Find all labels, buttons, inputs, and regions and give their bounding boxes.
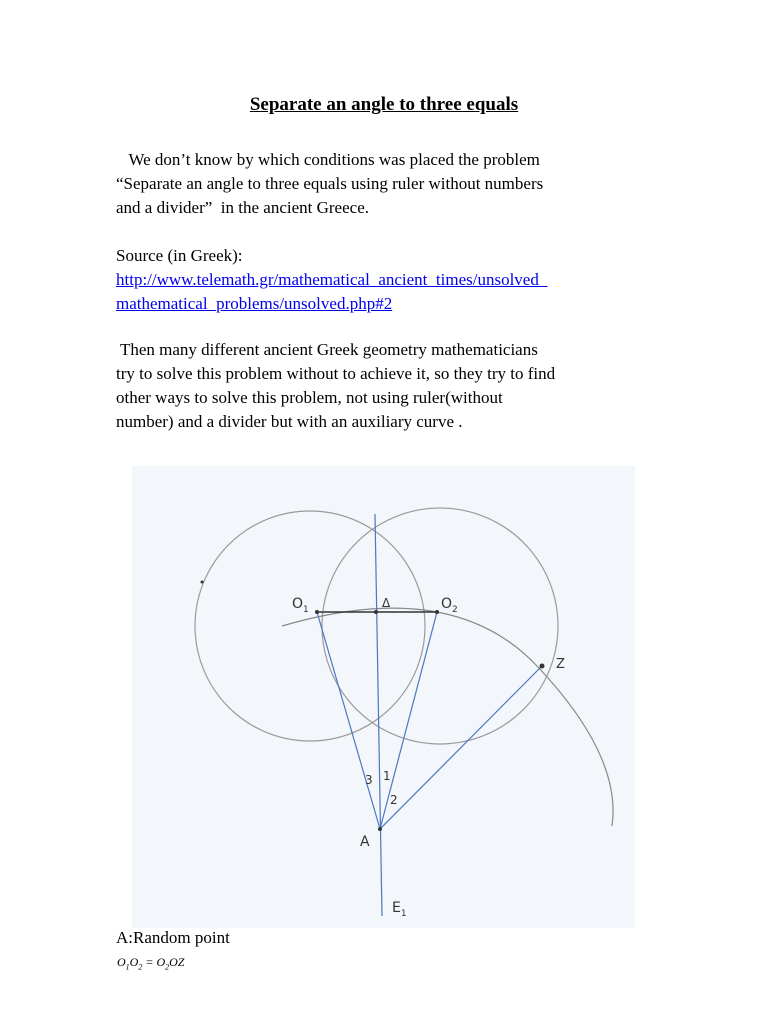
source-link-line-1[interactable]: http://www.telemath.gr/mathematical_ancient_times/unsolved_ (116, 270, 548, 289)
label-angle-1: 1 (383, 769, 391, 783)
point-o1 (315, 610, 319, 614)
formula-sub-c: 2 (165, 962, 170, 972)
body-line: Then many different ancient Greek geometry mathematicians (116, 340, 538, 359)
formula-o-b: O (129, 955, 139, 969)
intro-line: We don’t know by which conditions was placed the problem (116, 150, 540, 169)
source-paragraph (116, 244, 676, 316)
body-line: try to solve this problem without to achieve it, so they try to find (116, 364, 556, 383)
point-z (540, 664, 545, 669)
formula-o-c: O (156, 955, 166, 969)
auxiliary-curve (282, 608, 613, 826)
geometry-drawing (132, 466, 635, 928)
label-a: A (360, 834, 370, 850)
formula-oz: OZ (169, 955, 185, 969)
axis-line (375, 514, 382, 916)
formula-equals: = (142, 955, 157, 969)
body-line: other ways to solve this problem, not using ruler(without (116, 388, 503, 407)
intro-paragraph (116, 148, 676, 220)
label-o1-sub: 1 (303, 605, 309, 615)
label-angle-2: 2 (390, 793, 398, 807)
source-link-line-2[interactable]: mathematical_problems/unsolved.php#2 (116, 294, 393, 313)
label-e1 (392, 900, 407, 919)
intro-line: “Separate an angle to three equals using ruler without numbers (116, 174, 544, 193)
label-delta: Δ (382, 596, 391, 610)
formula-sub-a: 1 (125, 962, 130, 972)
circle-o2 (322, 508, 558, 744)
body-paragraph (116, 338, 676, 434)
label-z: Z (556, 657, 565, 672)
point-o2 (435, 610, 439, 614)
intro-line: and a divider” in the ancient Greece. (116, 198, 369, 217)
circle-o1 (195, 511, 425, 741)
label-o2-main: O (441, 596, 453, 612)
label-angle-3: 3 (365, 773, 373, 787)
formula-sub-b: 2 (138, 962, 143, 972)
label-o2-sub: 2 (452, 605, 458, 615)
stray-point (201, 581, 204, 584)
point-a (378, 827, 382, 831)
point-delta (374, 610, 378, 614)
formula (117, 955, 184, 971)
label-o1 (292, 596, 309, 615)
body-line: number) and a divider but with an auxiliary curve . (116, 412, 463, 431)
line-a-o1 (317, 612, 380, 829)
figure-caption: A:Random point (116, 928, 230, 947)
source-label: Source (in Greek): (116, 246, 243, 265)
geometry-figure (132, 466, 635, 928)
page-title: Separate an angle to three equals (249, 94, 519, 115)
line-a-z (380, 666, 542, 829)
label-o2 (441, 596, 458, 615)
line-a-o2 (380, 612, 437, 829)
label-e1-sub: 1 (400, 909, 407, 919)
label-o1-main: O (292, 596, 304, 612)
label-e1-main: E (392, 900, 401, 916)
formula-o-a: O (117, 955, 126, 969)
